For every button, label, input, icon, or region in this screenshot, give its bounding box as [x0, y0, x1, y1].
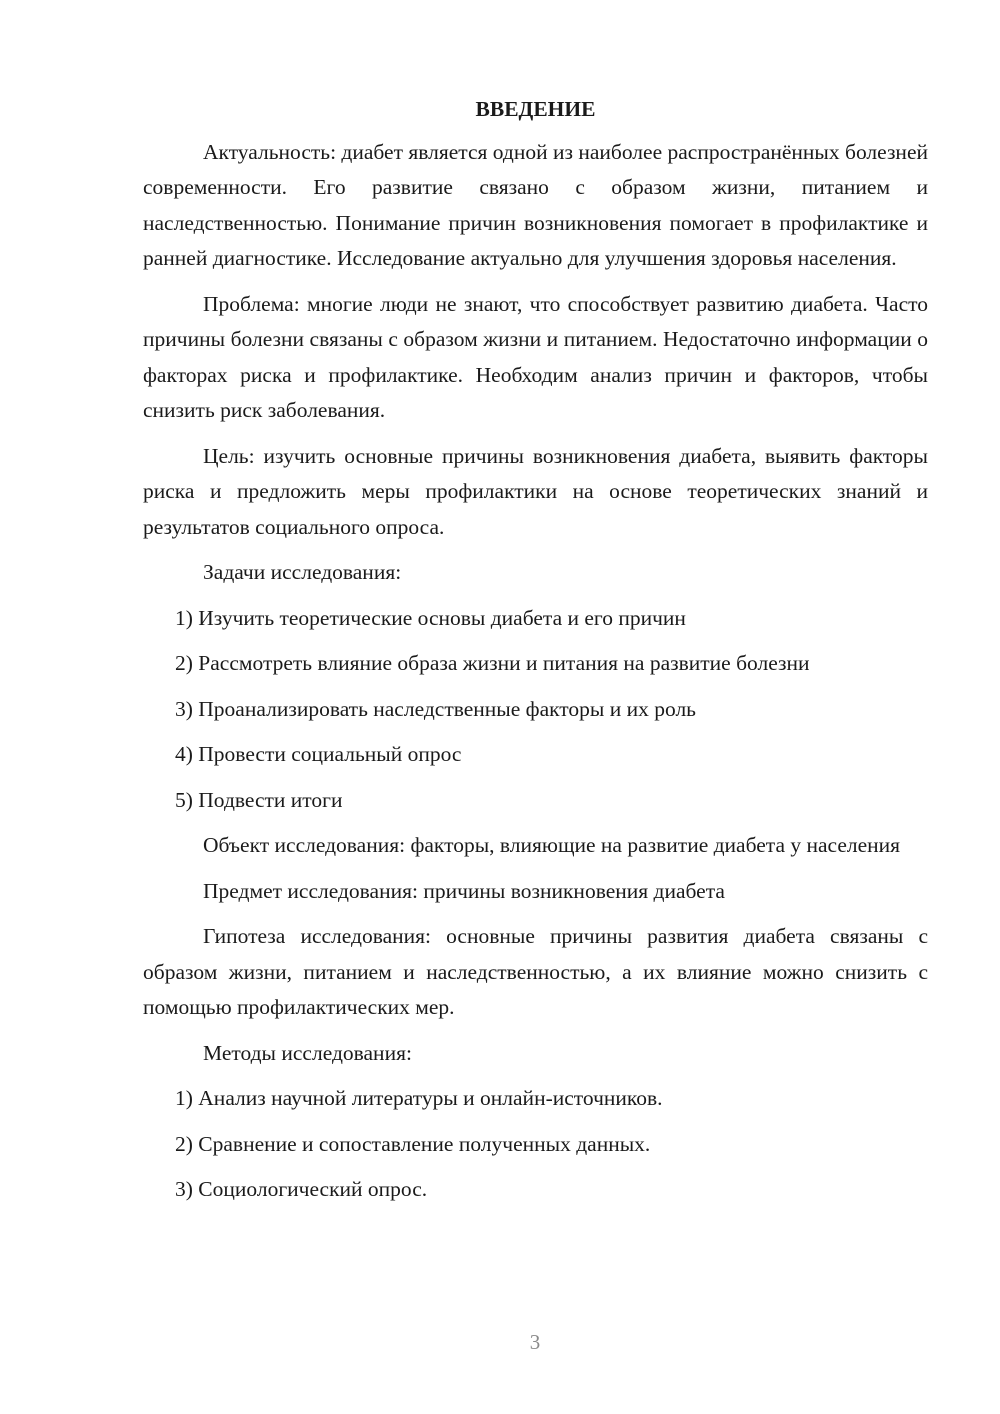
- page-number: 3: [529, 1330, 541, 1354]
- task-item: 5) Подвести итоги: [175, 787, 343, 812]
- task-item: 4) Провести социальный опрос: [175, 742, 462, 766]
- method-item: 1) Анализ научной литературы и онлайн-источников.: [175, 1086, 663, 1110]
- problem-paragraph: Проблема: многие люди не знают, что способствует развитию диабета. Часто причины болезни связаны с образом жизни и питанием. Недостаточно информации о факторах риска и профилактике. Необходим анализ причин и факторов, чтобы снизить риск заболевания.: [143, 291, 928, 422]
- methods-list: [143, 1081, 928, 1208]
- document-page: [143, 92, 928, 1218]
- task-item: 2) Рассмотреть влияние образа жизни и питания на развитие болезни: [175, 651, 810, 675]
- subject-paragraph: Предмет исследования: причины возникновения диабета: [203, 878, 725, 903]
- task-item: 1) Изучить теоретические основы диабета и его причин: [175, 605, 686, 630]
- goal-paragraph: Цель: изучить основные причины возникновения диабета, выявить факторы риска и предложить меры профилактики на основе теоретических знаний и результатов социального опроса.: [143, 443, 928, 539]
- tasks-list: [143, 601, 928, 819]
- section-heading: ВВЕДЕНИЕ: [475, 97, 596, 121]
- methods-title: Методы исследования:: [203, 1040, 412, 1065]
- object-paragraph: Объект исследования: факторы, влияющие на развитие диабета у населения: [203, 833, 901, 857]
- relevance-paragraph: Актуальность: диабет является одной из наиболее распространённых болезней современности. Его развитие связано с образом жизни, питанием и наследственностью. Понимание причин возникновения помогает в профилактике и ранней диагностике. Исследование актуально для улучшения здоровья населения.: [143, 139, 928, 270]
- tasks-title: Задачи исследования:: [203, 560, 402, 584]
- method-item: 2) Сравнение и сопоставление полученных данных.: [175, 1131, 651, 1156]
- task-item: 3) Проанализировать наследственные факторы и их роль: [175, 696, 696, 721]
- hypothesis-paragraph: Гипотеза исследования: основные причины развития диабета связаны с образом жизни, питанием и наследственностью, а их влияние можно снизить с помощью профилактических мер.: [143, 924, 928, 1019]
- method-item: 3) Социологический опрос.: [175, 1177, 428, 1201]
